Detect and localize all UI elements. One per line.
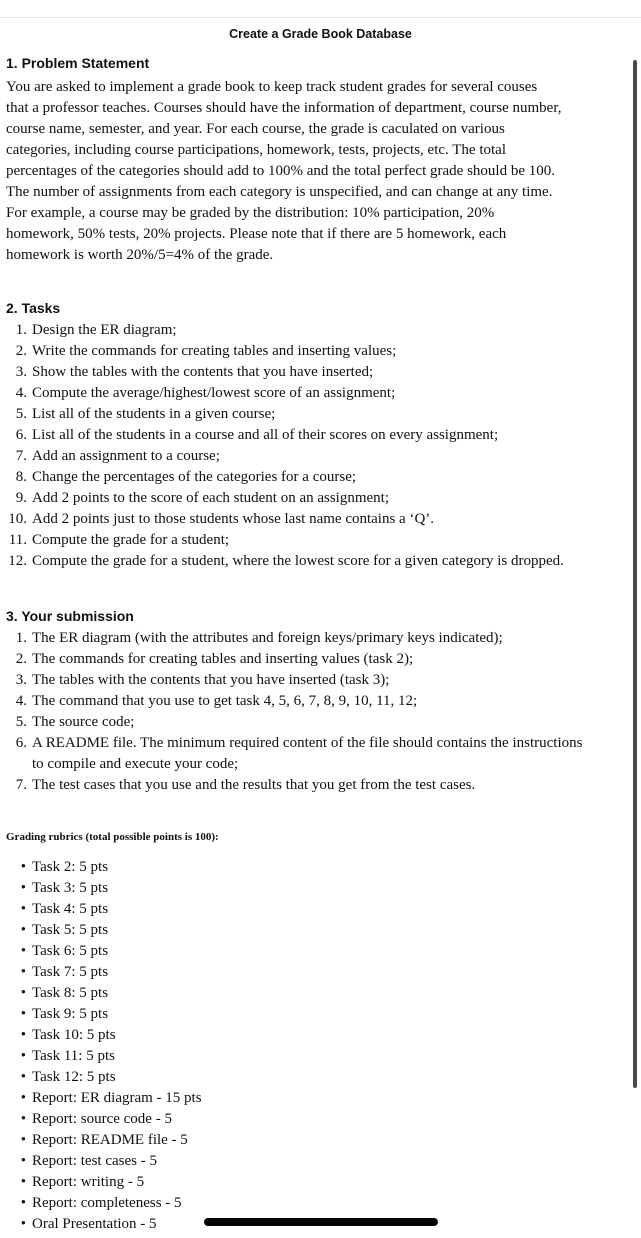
document-title: Create a Grade Book Database [229, 27, 412, 41]
rubric-item: • Report: test cases - 5 [20, 1153, 157, 1169]
task-item: 3. Show the tables with the contents that you have inserted; [15, 364, 374, 380]
rubric-item: • Task 9: 5 pts [20, 1006, 109, 1022]
problem-line: homework is worth 20%/5=4% of the grade. [6, 247, 274, 263]
submission-item: 4. The command that you use to get task 4, 5, 6, 7, 8, 9, 10, 11, 12; [15, 693, 418, 709]
rubric-item: • Task 2: 5 pts [20, 859, 109, 875]
submission-list [0, 628, 592, 796]
task-item: 10. Add 2 points just to those students whose last name contains a ‘Q’. [8, 511, 435, 527]
rubric-item: • Task 12: 5 pts [20, 1069, 116, 1085]
problem-line: homework, 50% tests, 20% projects. Please note that if there are 5 homework, each [6, 226, 507, 242]
task-item: 11. Compute the grade for a student; [8, 532, 230, 548]
task-item: 4. Compute the average/highest/lowest score of an assignment; [15, 385, 396, 401]
task-item: 12. Compute the grade for a student, where the lowest score for a given category is dropped. [8, 553, 564, 569]
rubric-item: • Task 5: 5 pts [20, 922, 109, 938]
problem-line: categories, including course participations, homework, tests, projects, etc. The total [6, 142, 506, 158]
task-item: 2. Write the commands for creating tables and inserting values; [15, 343, 397, 359]
problem-line: The number of assignments from each category is unspecified, and can change at any time. [6, 184, 553, 200]
submission-item: 7. The test cases that you use and the results that you get from the test cases. [15, 777, 476, 793]
rubric-item: • Task 3: 5 pts [20, 880, 109, 896]
rubric-item: • Report: writing - 5 [20, 1174, 145, 1190]
rubric-item: • Task 4: 5 pts [20, 901, 109, 917]
problem-statement-heading: 1. Problem Statement [6, 55, 150, 71]
task-item: 7. Add an assignment to a course; [15, 448, 220, 464]
submission-item: 2. The commands for creating tables and inserting values (task 2); [15, 651, 414, 667]
problem-line: course name, semester, and year. For each course, the grade is caculated on various [6, 121, 505, 137]
vertical-scrollbar[interactable] [633, 60, 637, 1088]
rubric-item: • Report: ER diagram - 15 pts [20, 1090, 202, 1106]
rubric-item: • Task 7: 5 pts [20, 964, 109, 980]
rubric-item: • Report: source code - 5 [20, 1111, 172, 1127]
task-item: 6. List all of the students in a course and all of their scores on every assignment; [15, 427, 499, 443]
rubric-item: • Task 6: 5 pts [20, 943, 109, 959]
problem-line: You are asked to implement a grade book to keep track student grades for several couses [6, 79, 538, 95]
task-item: 1. Design the ER diagram; [15, 322, 177, 338]
rubric-item: • Task 11: 5 pts [20, 1048, 115, 1064]
submission-item: 6. A README file. The minimum required content of the file should contains the instructions to compile and execute your code; [15, 735, 583, 772]
rubric-item: • Task 10: 5 pts [20, 1027, 116, 1043]
submission-heading: 3. Your submission [6, 608, 134, 624]
task-item: 8. Change the percentages of the categories for a course; [15, 469, 357, 485]
problem-line: For example, a course may be graded by the distribution: 10% participation, 20% [6, 205, 495, 221]
home-indicator[interactable] [204, 1218, 438, 1226]
problem-line: that a professor teaches. Courses should have the information of department, course number, [6, 100, 562, 116]
tasks-list [0, 320, 564, 572]
problem-statement-text [6, 77, 641, 266]
grading-rubrics-list [0, 857, 202, 1235]
problem-line: percentages of the categories should add to 100% and the total perfect grade should be 100. [6, 163, 555, 179]
rubric-item: • Report: README file - 5 [20, 1132, 188, 1148]
submission-item: 3. The tables with the contents that you have inserted (task 3); [15, 672, 390, 688]
rubric-item: • Report: completeness - 5 [20, 1195, 182, 1211]
tasks-heading: 2. Tasks [6, 300, 61, 316]
task-item: 9. Add 2 points to the score of each student on an assignment; [15, 490, 390, 506]
rubric-item: • Oral Presentation - 5 [20, 1216, 157, 1232]
top-divider [0, 17, 641, 18]
task-item: 5. List all of the students in a given course; [15, 406, 276, 422]
rubric-item: • Task 8: 5 pts [20, 985, 109, 1001]
submission-item: 5. The source code; [15, 714, 135, 730]
grading-rubrics-title: Grading rubrics (total possible points is 100): [6, 831, 219, 843]
submission-item: 1. The ER diagram (with the attributes and foreign keys/primary keys indicated); [15, 630, 503, 646]
